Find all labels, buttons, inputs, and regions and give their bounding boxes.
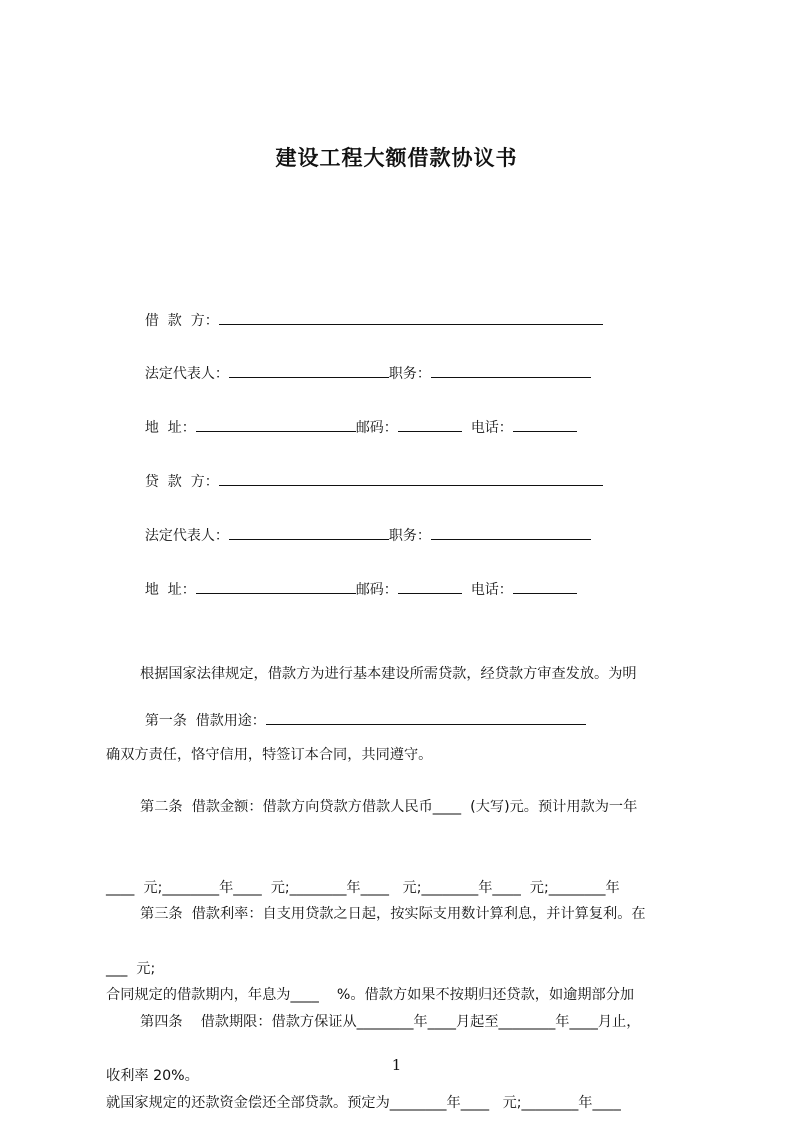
borrower-postcode-field[interactable]: [398, 417, 462, 432]
borrower-name-row: [136, 292, 603, 330]
article3-line: 合同规定的借款期内，年息为____ %。借款方如果不按期归还贷款，如逾期部分加: [106, 987, 635, 1003]
borrower-address-field[interactable]: [196, 417, 356, 432]
article1-purpose-field[interactable]: [266, 710, 586, 725]
borrower-rep-label: 法定代表人：: [144, 366, 229, 382]
lender-phone-field[interactable]: [513, 579, 577, 594]
borrower-party-label: 借 款 方：: [144, 313, 219, 329]
lender-address-row: [136, 561, 577, 599]
lender-address-label: 地 址：: [144, 582, 196, 598]
borrower-position-field[interactable]: [431, 363, 591, 378]
article3-line: 第三条 借款利率：自支用贷款之日起，按实际支用数计算利息，并计算复利。在: [140, 906, 646, 922]
article1-heading: 第一条 借款用途：: [144, 713, 266, 729]
borrower-phone-field[interactable]: [513, 417, 577, 432]
lender-rep-row: [136, 507, 591, 545]
lender-name-row: [136, 453, 603, 491]
article1-row: [136, 692, 586, 730]
borrower-address-row: [136, 399, 577, 437]
lender-postcode-field[interactable]: [398, 579, 462, 594]
borrower-phone-label: 电话：: [470, 420, 513, 436]
lender-rep-label: 法定代表人：: [144, 528, 229, 544]
lender-postcode-label: 邮码：: [355, 582, 398, 598]
borrower-address-label: 地 址：: [144, 420, 196, 436]
lender-position-field[interactable]: [431, 525, 591, 540]
page-number: 1: [391, 1056, 402, 1074]
borrower-name-field[interactable]: [219, 310, 603, 325]
borrower-postcode-label: 邮码：: [355, 420, 398, 436]
document-title: 建设工程大额借款协议书: [275, 146, 518, 170]
lender-phone-label: 电话：: [470, 582, 513, 598]
lender-party-label: 贷 款 方：: [144, 474, 219, 490]
article4-line: 就国家规定的还款资金偿还全部贷款。预定为________年____ 元;________年____: [106, 1095, 621, 1111]
article2-line: ___ 元;: [106, 961, 156, 977]
borrower-position-label: 职务：: [388, 366, 431, 382]
article4-paragraph: [106, 955, 706, 1144]
preamble-line: 确双方责任，恪守信用，特签订本合同，共同遵守。: [106, 747, 433, 763]
preamble-line: 根据国家法律规定，借款方为进行基本建设所需贷款，经贷款方审查发放。为明: [140, 666, 637, 682]
lender-address-field[interactable]: [196, 579, 356, 594]
borrower-rep-row: [136, 345, 591, 383]
article4-line: 第四条 借款期限：借款方保证从________年____月起至________年____月止，: [140, 1014, 641, 1030]
lender-name-field[interactable]: [219, 471, 603, 486]
article2-line: ____ 元;________年____ 元;________年____ 元;________年____ 元;________年: [106, 880, 620, 896]
article2-line: 第二条 借款金额：借款方向贷款方借款人民币____ (大写)元。预计用款为一年: [140, 799, 638, 815]
article3-line: 收利率 20%。: [106, 1068, 199, 1084]
lender-position-label: 职务：: [388, 528, 431, 544]
borrower-rep-field[interactable]: [229, 363, 389, 378]
lender-rep-field[interactable]: [229, 525, 389, 540]
